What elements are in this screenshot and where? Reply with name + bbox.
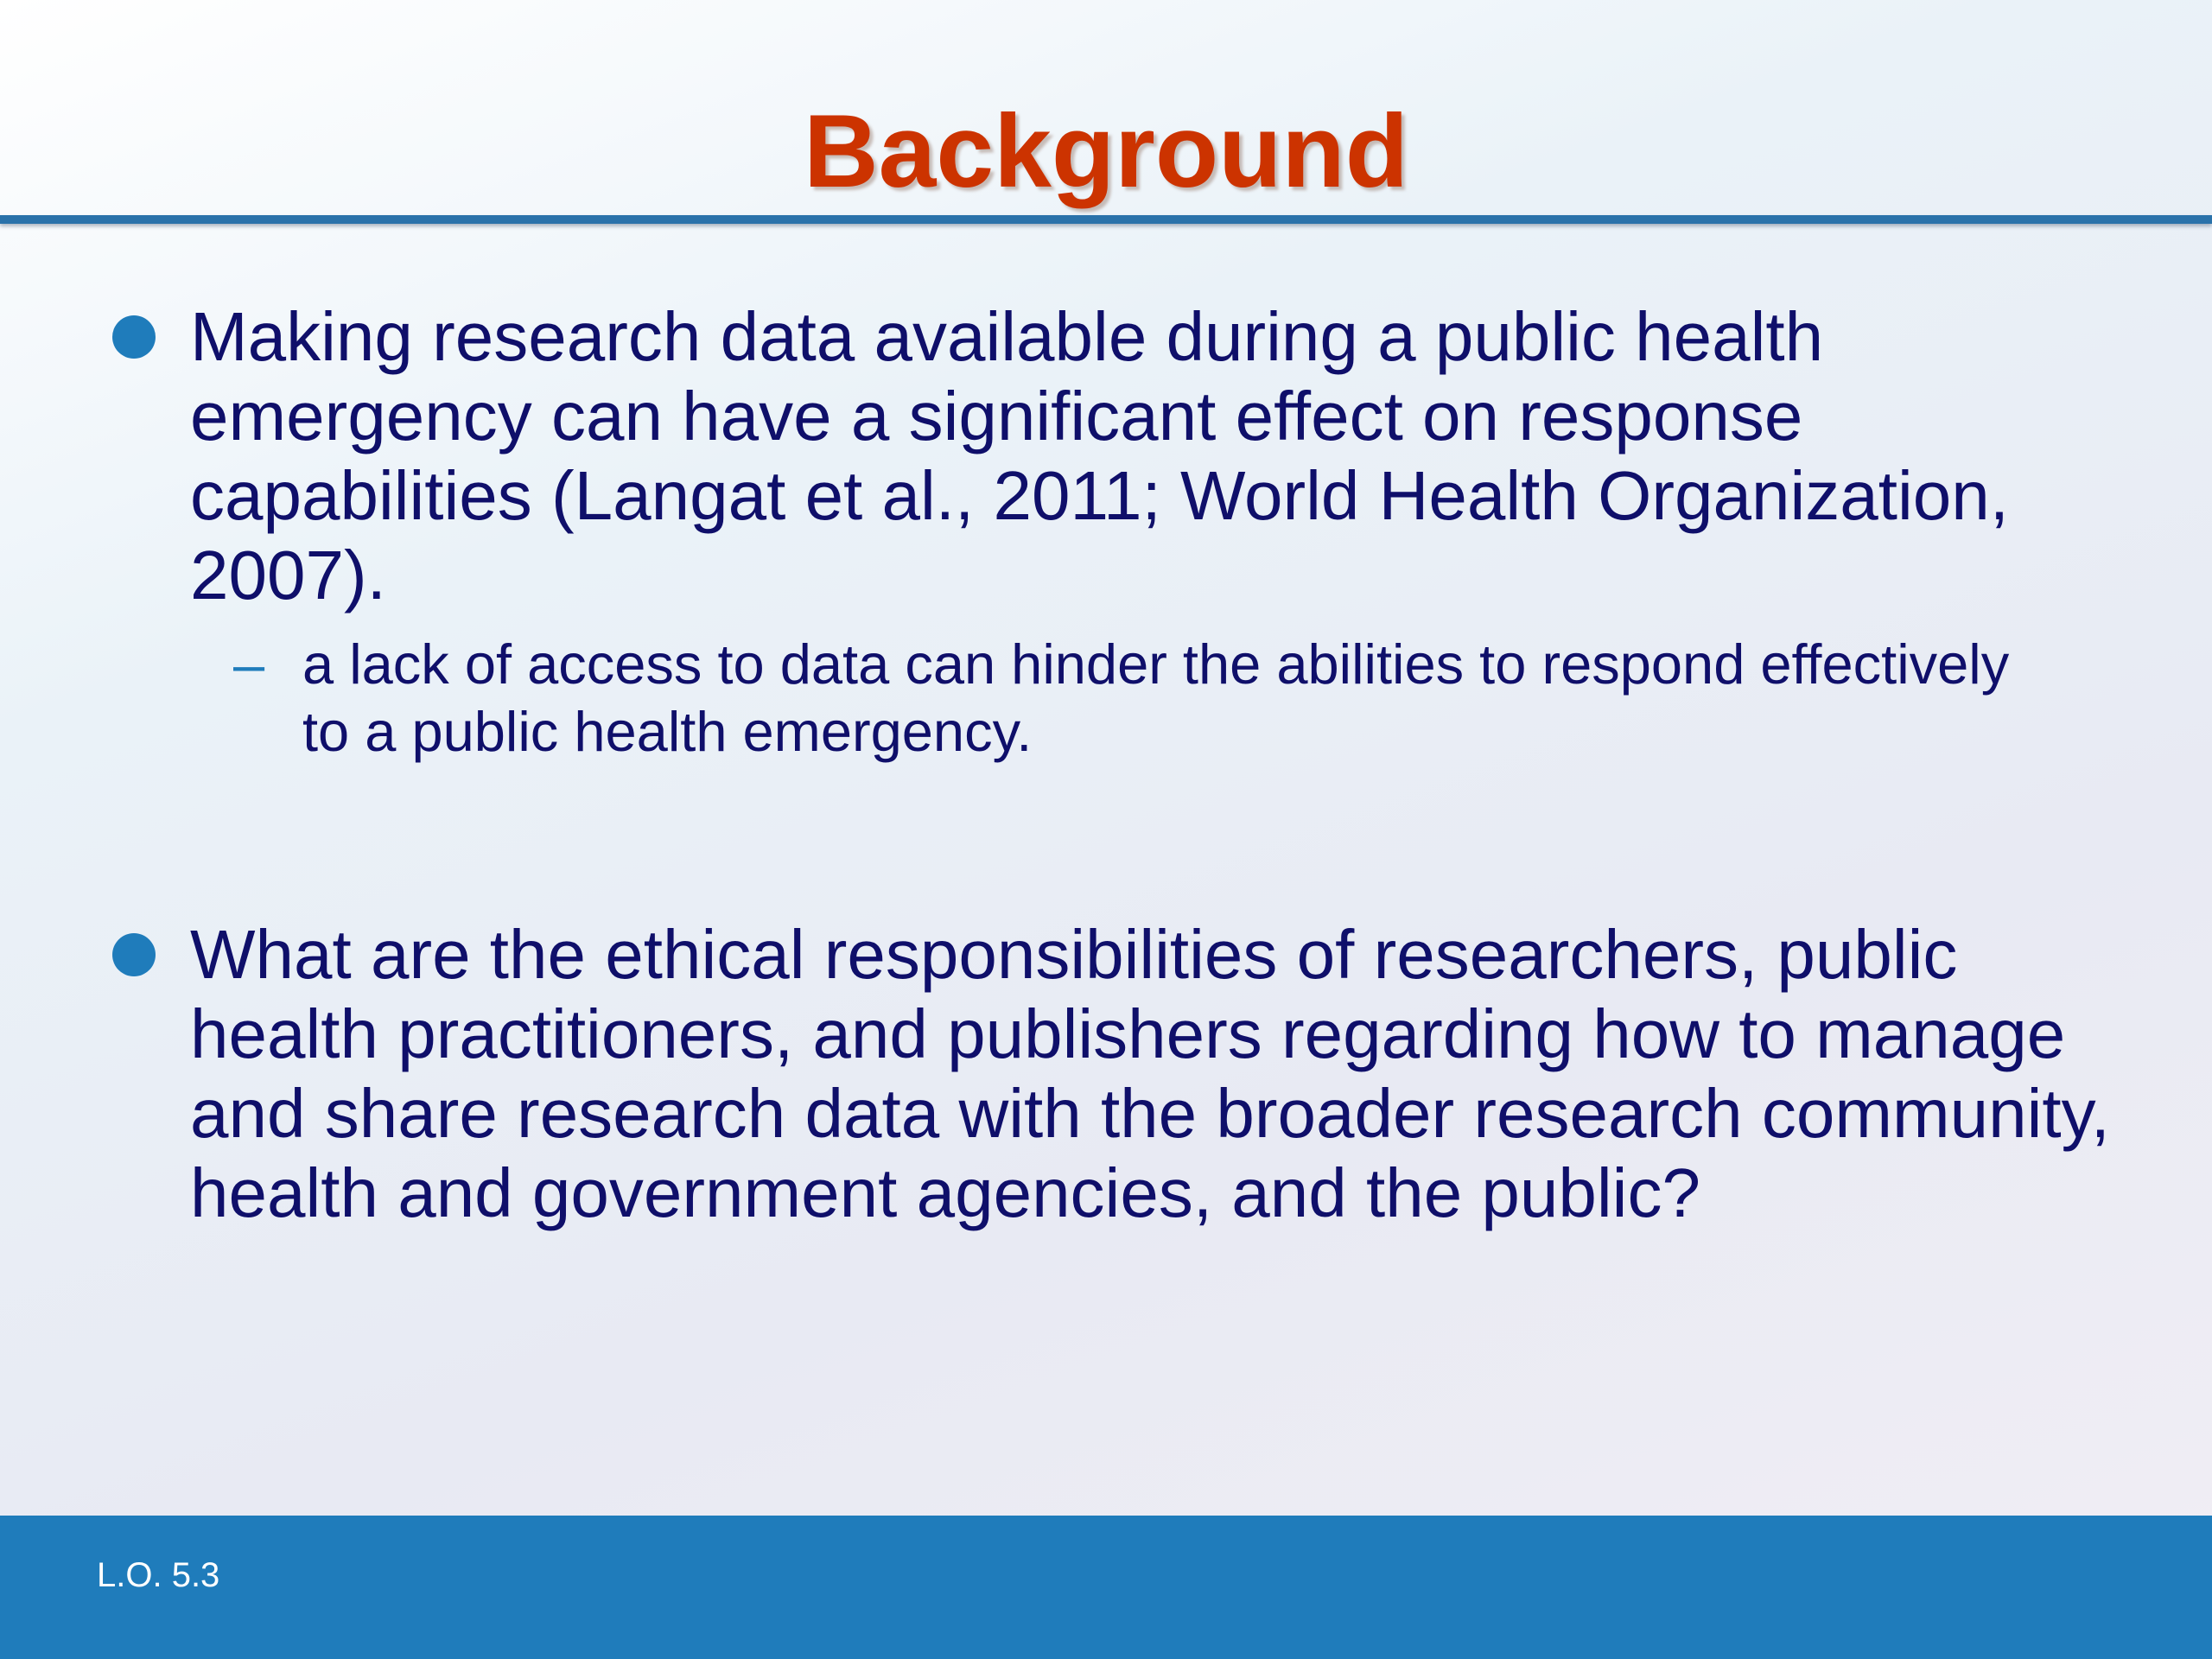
footer-bar xyxy=(0,1516,2212,1659)
bullet-text: What are the ethical responsibilities of researchers, public health practitioners, and publishers regarding how to manage and share research data with the broader research community, health and government agencies, and the public? xyxy=(190,916,2110,1231)
bullet-text: Making research data available during a public health emergency can have a significant effect on response capabilities (Langat et al., 2011; World Health Organization, 2007). xyxy=(190,298,2009,613)
learning-objective-label: L.O. 5.3 xyxy=(97,1556,220,1594)
bullet-dot-icon xyxy=(112,933,156,976)
slide-title: Background xyxy=(803,93,1409,209)
bullet-dot-icon xyxy=(112,315,156,359)
title-divider xyxy=(0,215,2212,224)
sub-bullet-text: a lack of access to data can hinder the abilities to respond effectively to a public health emergency. xyxy=(302,632,2010,763)
dash-bullet-icon: – xyxy=(233,632,265,696)
